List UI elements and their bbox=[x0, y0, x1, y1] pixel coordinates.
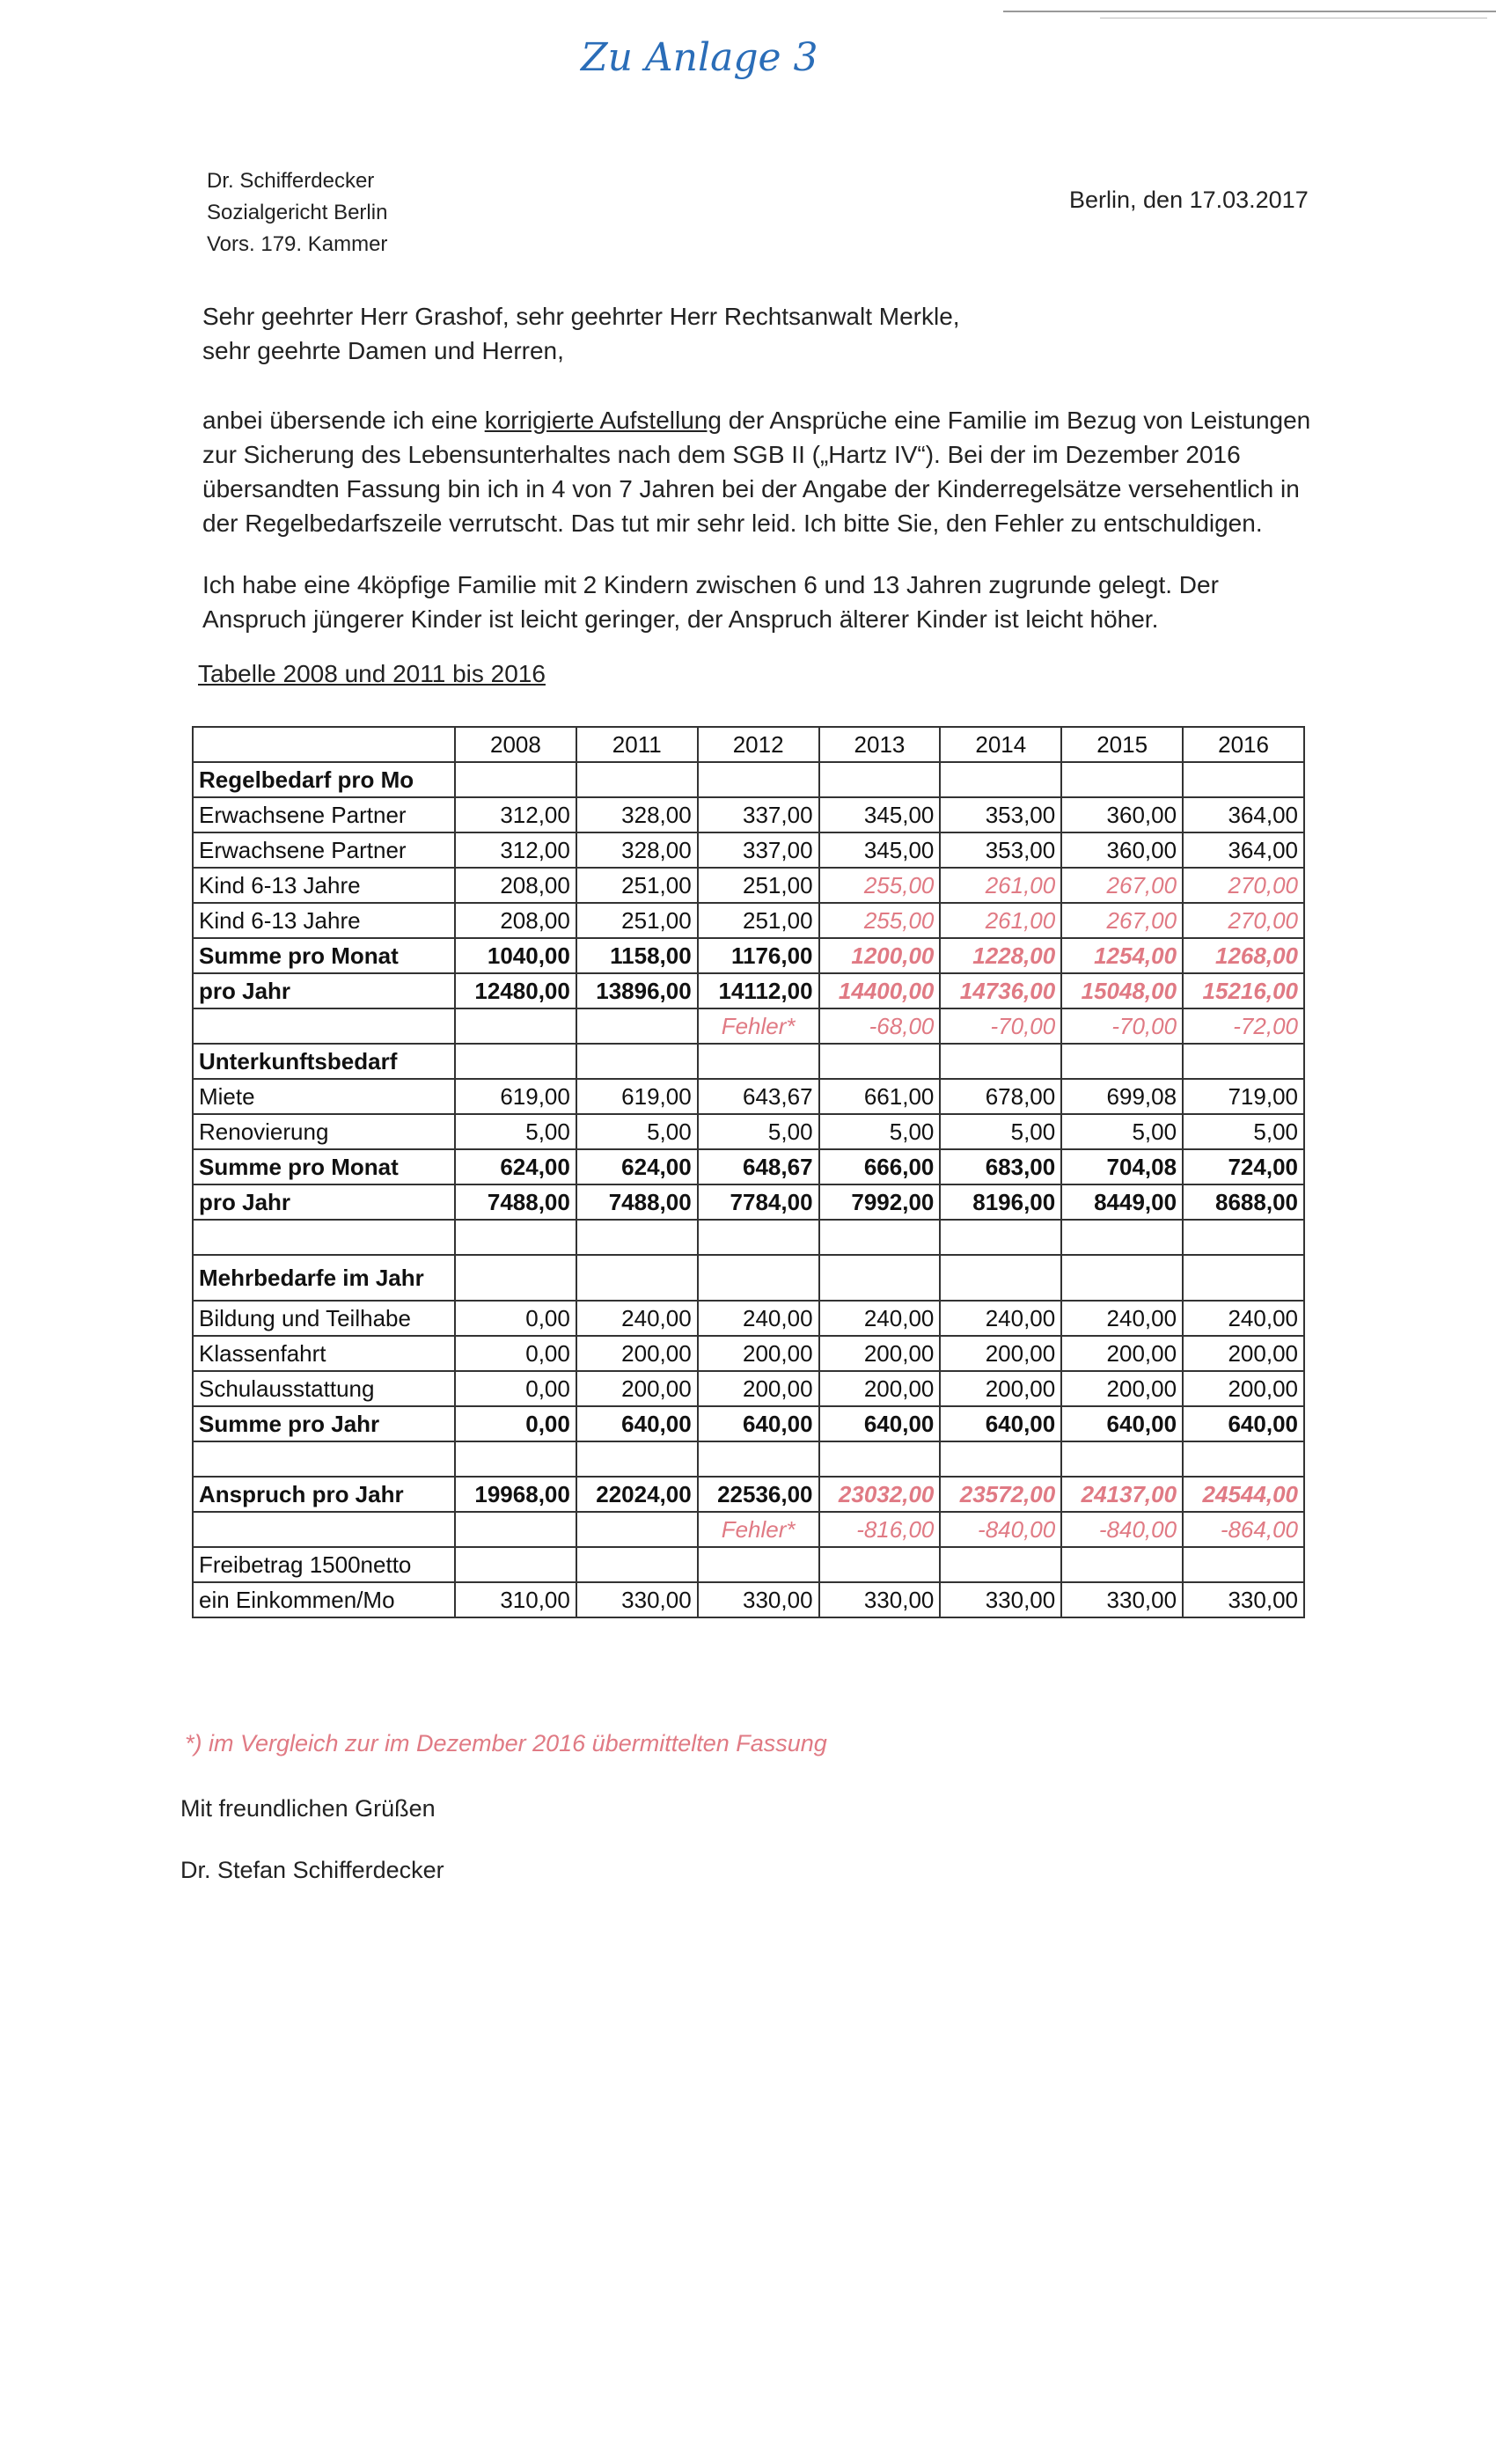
body-text: der Ansprüche eine Familie im Bezug von Leistungen zur Sicherung des Lebensunterhaltes nach dem SGB II („Hartz IV“). Bei der im Dezember 2016 übersandten Fassung bin ich in 4 von 7 Jahren bei der Angabe der Kinderregelsätze versehentlich in der Regelbedarfszeile verrutscht. Das tut mir sehr leid. Ich bitte Sie, den Fehler zu entschuldigen. bbox=[202, 407, 1311, 537]
empty-cell bbox=[455, 1512, 576, 1547]
table-cell: 724,00 bbox=[1183, 1149, 1304, 1184]
year-header: 2016 bbox=[1183, 727, 1304, 762]
table-cell: 330,00 bbox=[1061, 1582, 1183, 1617]
empty-cell bbox=[576, 1008, 698, 1044]
table-cell: 251,00 bbox=[576, 903, 698, 938]
table-row bbox=[193, 797, 1304, 832]
year-header-row bbox=[193, 727, 1304, 762]
row-label: pro Jahr bbox=[193, 973, 455, 1008]
error-value: -840,00 bbox=[1061, 1512, 1183, 1547]
summary-row bbox=[193, 938, 1304, 973]
row-label: Summe pro Monat bbox=[193, 1149, 455, 1184]
table-caption: Tabelle 2008 und 2011 bis 2016 bbox=[198, 660, 546, 687]
table-cell: 624,00 bbox=[576, 1149, 698, 1184]
row-label: Kind 6-13 Jahre bbox=[193, 903, 455, 938]
table-row bbox=[193, 1301, 1304, 1336]
corrected-cell: 23032,00 bbox=[819, 1477, 941, 1512]
summary-row bbox=[193, 1149, 1304, 1184]
table-cell: 240,00 bbox=[1183, 1301, 1304, 1336]
table-cell: 14112,00 bbox=[698, 973, 819, 1008]
table-cell: 200,00 bbox=[819, 1336, 941, 1371]
table-cell: 5,00 bbox=[940, 1114, 1061, 1149]
table-cell: 0,00 bbox=[455, 1371, 576, 1406]
table-cell: 312,00 bbox=[455, 797, 576, 832]
row-label: Renovierung bbox=[193, 1114, 455, 1149]
row-label: Erwachsene Partner bbox=[193, 797, 455, 832]
table-cell: 648,67 bbox=[698, 1149, 819, 1184]
table-cell: 251,00 bbox=[576, 868, 698, 903]
sender-block bbox=[207, 165, 387, 260]
scan-edge-line bbox=[1003, 11, 1496, 12]
closing-phrase: Mit freundlichen Grüßen bbox=[180, 1795, 436, 1822]
row-label: Bildung und Teilhabe bbox=[193, 1301, 455, 1336]
year-header: 2015 bbox=[1061, 727, 1183, 762]
empty-cell bbox=[193, 1008, 455, 1044]
section-header-row bbox=[193, 1044, 1304, 1079]
table-row bbox=[193, 1079, 1304, 1114]
table-cell: 240,00 bbox=[940, 1301, 1061, 1336]
table-row bbox=[193, 903, 1304, 938]
table-cell: 8196,00 bbox=[940, 1184, 1061, 1220]
table-cell: 12480,00 bbox=[455, 973, 576, 1008]
section-header: Mehrbedarfe im Jahr bbox=[193, 1255, 455, 1301]
table-cell: 7784,00 bbox=[698, 1184, 819, 1220]
table-cell: 251,00 bbox=[698, 903, 819, 938]
table-cell: 240,00 bbox=[576, 1301, 698, 1336]
corrected-cell: 1228,00 bbox=[940, 938, 1061, 973]
table-cell: 7488,00 bbox=[455, 1184, 576, 1220]
table-cell: 337,00 bbox=[698, 797, 819, 832]
table-cell: 200,00 bbox=[576, 1371, 698, 1406]
row-label: Schulausstattung bbox=[193, 1371, 455, 1406]
corrected-cell: 270,00 bbox=[1183, 868, 1304, 903]
table-cell: 251,00 bbox=[698, 868, 819, 903]
section-header: Unterkunftsbedarf bbox=[193, 1044, 455, 1079]
error-value: -840,00 bbox=[940, 1512, 1061, 1547]
summary-row bbox=[193, 973, 1304, 1008]
corrected-cell: 255,00 bbox=[819, 868, 941, 903]
empty-cell bbox=[576, 1512, 698, 1547]
row-label: pro Jahr bbox=[193, 1184, 455, 1220]
table-cell: 208,00 bbox=[455, 868, 576, 903]
table-cell: 200,00 bbox=[1183, 1371, 1304, 1406]
underlined-phrase: korrigierte Aufstellung bbox=[484, 407, 722, 434]
table-row bbox=[193, 1114, 1304, 1149]
empty-cell bbox=[193, 1512, 455, 1547]
table-cell: 240,00 bbox=[819, 1301, 941, 1336]
error-value: -70,00 bbox=[1061, 1008, 1183, 1044]
error-note: Fehler* bbox=[698, 1008, 819, 1044]
table-cell: 661,00 bbox=[819, 1079, 941, 1114]
corrected-cell: 24544,00 bbox=[1183, 1477, 1304, 1512]
table-cell: 200,00 bbox=[940, 1371, 1061, 1406]
table-cell: 683,00 bbox=[940, 1149, 1061, 1184]
table-cell: 353,00 bbox=[940, 832, 1061, 868]
corrected-cell: 14736,00 bbox=[940, 973, 1061, 1008]
table-cell: 330,00 bbox=[819, 1582, 941, 1617]
corrected-cell: 267,00 bbox=[1061, 903, 1183, 938]
corrected-cell: 1254,00 bbox=[1061, 938, 1183, 973]
table-cell: 699,08 bbox=[1061, 1079, 1183, 1114]
table-cell: 360,00 bbox=[1061, 832, 1183, 868]
table-cell: 200,00 bbox=[576, 1336, 698, 1371]
table-cell: 619,00 bbox=[576, 1079, 698, 1114]
table-cell: 0,00 bbox=[455, 1406, 576, 1441]
table-cell: 310,00 bbox=[455, 1582, 576, 1617]
table-cell: 5,00 bbox=[1183, 1114, 1304, 1149]
table-cell: 640,00 bbox=[1183, 1406, 1304, 1441]
table-cell: 8688,00 bbox=[1183, 1184, 1304, 1220]
section-header-row bbox=[193, 1255, 1304, 1301]
year-header: 2012 bbox=[698, 727, 819, 762]
body-paragraph-1 bbox=[202, 403, 1311, 540]
table-cell: 5,00 bbox=[698, 1114, 819, 1149]
table-cell: 200,00 bbox=[1061, 1371, 1183, 1406]
spacer-row bbox=[193, 1220, 1304, 1255]
table-cell: 200,00 bbox=[940, 1336, 1061, 1371]
table-cell: 330,00 bbox=[940, 1582, 1061, 1617]
table-cell: 1158,00 bbox=[576, 938, 698, 973]
table-cell: 5,00 bbox=[819, 1114, 941, 1149]
table-cell: 7488,00 bbox=[576, 1184, 698, 1220]
corrected-cell: 15048,00 bbox=[1061, 973, 1183, 1008]
corrected-cell: 1200,00 bbox=[819, 938, 941, 973]
table-row bbox=[193, 1582, 1304, 1617]
table-cell: 330,00 bbox=[576, 1582, 698, 1617]
table-cell: 22024,00 bbox=[576, 1477, 698, 1512]
salutation-line-2: sehr geehrte Damen und Herren, bbox=[202, 337, 564, 364]
year-header: 2008 bbox=[455, 727, 576, 762]
row-label: Summe pro Jahr bbox=[193, 1406, 455, 1441]
error-row bbox=[193, 1512, 1304, 1547]
table-cell: 0,00 bbox=[455, 1336, 576, 1371]
table-cell: 360,00 bbox=[1061, 797, 1183, 832]
signature-name: Dr. Stefan Schifferdecker bbox=[180, 1857, 444, 1883]
table-cell: 200,00 bbox=[819, 1371, 941, 1406]
table-cell: 643,67 bbox=[698, 1079, 819, 1114]
table-cell: 719,00 bbox=[1183, 1079, 1304, 1114]
sender-court: Sozialgericht Berlin bbox=[207, 201, 388, 224]
table-cell: 624,00 bbox=[455, 1149, 576, 1184]
table-cell: 364,00 bbox=[1183, 797, 1304, 832]
table-cell: 22536,00 bbox=[698, 1477, 819, 1512]
table-cell: 345,00 bbox=[819, 797, 941, 832]
empty-cell bbox=[455, 1008, 576, 1044]
table-cell: 330,00 bbox=[698, 1582, 819, 1617]
table-cell: 330,00 bbox=[1183, 1582, 1304, 1617]
table-cell: 704,08 bbox=[1061, 1149, 1183, 1184]
table-cell: 640,00 bbox=[576, 1406, 698, 1441]
body-text: anbei übersende ich eine bbox=[202, 407, 485, 434]
row-label: Kind 6-13 Jahre bbox=[193, 868, 455, 903]
table-cell: 640,00 bbox=[1061, 1406, 1183, 1441]
table-cell: 200,00 bbox=[698, 1371, 819, 1406]
table-cell: 1176,00 bbox=[698, 938, 819, 973]
table-row bbox=[193, 1336, 1304, 1371]
benefits-table bbox=[192, 726, 1305, 1618]
table-cell: 8449,00 bbox=[1061, 1184, 1183, 1220]
row-label: ein Einkommen/Mo bbox=[193, 1582, 455, 1617]
table-row bbox=[193, 1371, 1304, 1406]
table-cell: 312,00 bbox=[455, 832, 576, 868]
row-label: Anspruch pro Jahr bbox=[193, 1477, 455, 1512]
table-cell: 328,00 bbox=[576, 797, 698, 832]
total-row bbox=[193, 1477, 1304, 1512]
corrected-cell: 261,00 bbox=[940, 868, 1061, 903]
salutation bbox=[202, 299, 1311, 368]
table-cell: 19968,00 bbox=[455, 1477, 576, 1512]
corrected-cell: 1268,00 bbox=[1183, 938, 1304, 973]
table-cell: 200,00 bbox=[698, 1336, 819, 1371]
spacer-row bbox=[193, 1441, 1304, 1477]
row-label: Freibetrag 1500netto bbox=[193, 1547, 455, 1582]
year-header: 2013 bbox=[819, 727, 941, 762]
body-paragraph-2: Ich habe eine 4köpfige Familie mit 2 Kindern zwischen 6 und 13 Jahren zugrunde gelegt. Der Anspruch jüngerer Kinder ist leicht geringer, der Anspruch älterer Kinder ist leicht höher. bbox=[202, 571, 1219, 633]
table-cell: 328,00 bbox=[576, 832, 698, 868]
error-value: -816,00 bbox=[819, 1512, 941, 1547]
row-label: Miete bbox=[193, 1079, 455, 1114]
corrected-cell: 23572,00 bbox=[940, 1477, 1061, 1512]
table-cell: 5,00 bbox=[576, 1114, 698, 1149]
table-cell: 619,00 bbox=[455, 1079, 576, 1114]
row-label: Klassenfahrt bbox=[193, 1336, 455, 1371]
error-value: -68,00 bbox=[819, 1008, 941, 1044]
table-cell: 13896,00 bbox=[576, 973, 698, 1008]
salutation-line-1: Sehr geehrter Herr Grashof, sehr geehrter Herr Rechtsanwalt Merkle, bbox=[202, 303, 960, 330]
summary-row bbox=[193, 1184, 1304, 1220]
table-cell: 337,00 bbox=[698, 832, 819, 868]
table-cell: 640,00 bbox=[819, 1406, 941, 1441]
corrected-cell: 270,00 bbox=[1183, 903, 1304, 938]
error-note: Fehler* bbox=[698, 1512, 819, 1547]
summary-row bbox=[193, 1406, 1304, 1441]
handwritten-annotation: Zu Anlage 3 bbox=[581, 35, 818, 80]
table-cell: 678,00 bbox=[940, 1079, 1061, 1114]
empty-header-cell bbox=[193, 727, 455, 762]
table-row bbox=[193, 1547, 1304, 1582]
table-row bbox=[193, 832, 1304, 868]
table-cell: 5,00 bbox=[1061, 1114, 1183, 1149]
error-value: -70,00 bbox=[940, 1008, 1061, 1044]
letter-date: Berlin, den 17.03.2017 bbox=[1069, 187, 1309, 213]
section-header-row bbox=[193, 762, 1304, 797]
year-header: 2011 bbox=[576, 727, 698, 762]
table-cell: 7992,00 bbox=[819, 1184, 941, 1220]
table-cell: 200,00 bbox=[1061, 1336, 1183, 1371]
table-cell: 364,00 bbox=[1183, 832, 1304, 868]
table-cell: 353,00 bbox=[940, 797, 1061, 832]
corrected-cell: 15216,00 bbox=[1183, 973, 1304, 1008]
corrected-cell: 261,00 bbox=[940, 903, 1061, 938]
row-label: Summe pro Monat bbox=[193, 938, 455, 973]
table-row bbox=[193, 868, 1304, 903]
table-cell: 666,00 bbox=[819, 1149, 941, 1184]
error-value: -864,00 bbox=[1183, 1512, 1304, 1547]
section-header: Regelbedarf pro Mo bbox=[193, 762, 455, 797]
table-cell: 208,00 bbox=[455, 903, 576, 938]
table-cell: 640,00 bbox=[698, 1406, 819, 1441]
corrected-cell: 24137,00 bbox=[1061, 1477, 1183, 1512]
footnote: *) im Vergleich zur im Dezember 2016 übermittelten Fassung bbox=[185, 1730, 827, 1756]
corrected-cell: 255,00 bbox=[819, 903, 941, 938]
corrected-cell: 14400,00 bbox=[819, 973, 941, 1008]
table-cell: 1040,00 bbox=[455, 938, 576, 973]
sender-name: Dr. Schifferdecker bbox=[207, 169, 375, 193]
table-cell: 240,00 bbox=[1061, 1301, 1183, 1336]
table-cell: 5,00 bbox=[455, 1114, 576, 1149]
corrected-cell: 267,00 bbox=[1061, 868, 1183, 903]
table-cell: 640,00 bbox=[940, 1406, 1061, 1441]
table-cell: 0,00 bbox=[455, 1301, 576, 1336]
table-cell: 200,00 bbox=[1183, 1336, 1304, 1371]
sender-chamber: Vors. 179. Kammer bbox=[207, 232, 388, 256]
table-cell: 345,00 bbox=[819, 832, 941, 868]
error-row bbox=[193, 1008, 1304, 1044]
row-label: Erwachsene Partner bbox=[193, 832, 455, 868]
error-value: -72,00 bbox=[1183, 1008, 1304, 1044]
year-header: 2014 bbox=[940, 727, 1061, 762]
table-cell: 240,00 bbox=[698, 1301, 819, 1336]
